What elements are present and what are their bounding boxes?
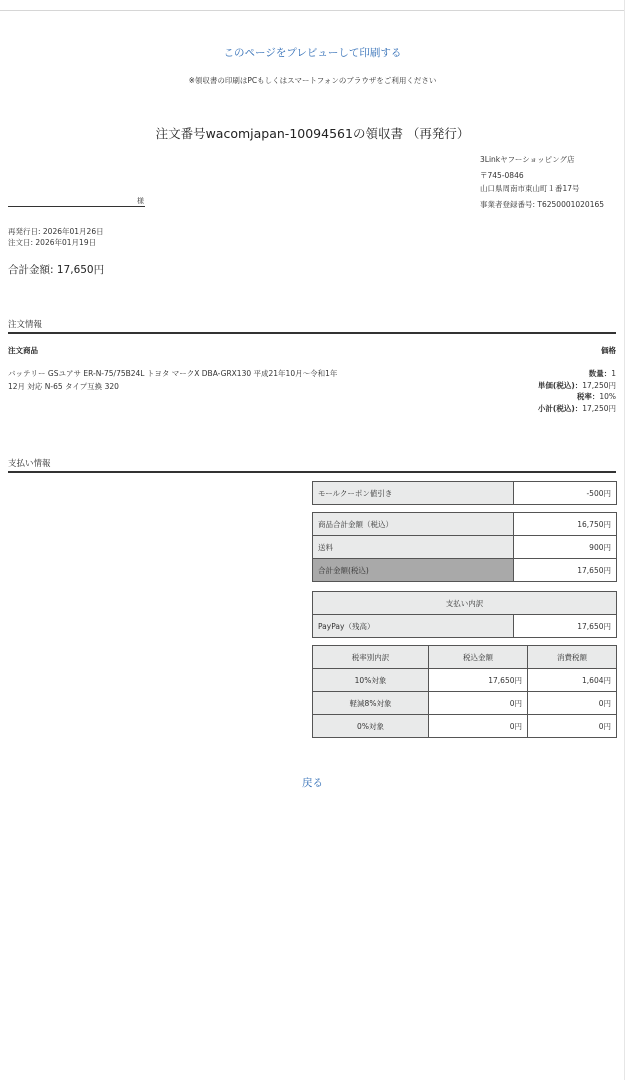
shop-address: 山口県周南市東山町１番17号 <box>480 184 580 193</box>
table-row <box>313 536 617 559</box>
quantity-label: 数量： <box>588 369 612 378</box>
table-row <box>313 715 617 738</box>
payment-breakdown-table <box>312 591 617 638</box>
quantity-row <box>538 368 616 380</box>
tax-row-tax: 0円 <box>528 692 617 715</box>
order-section-divider <box>8 332 616 334</box>
unit-price-row <box>538 380 616 392</box>
table-row <box>313 559 617 582</box>
addressee-line <box>8 206 145 207</box>
table-row <box>313 669 617 692</box>
tax-header-amount: 税込金額 <box>429 646 528 669</box>
reissue-date: 再発行日: 2026年01月26日 <box>8 227 104 236</box>
total-amount: 合計金額: 17,650円 <box>8 264 105 276</box>
unit-price-value: 17,250円 <box>582 380 616 390</box>
tax-rate-value: 10% <box>599 392 616 401</box>
table-row <box>313 482 617 505</box>
totals-table <box>312 512 617 582</box>
table-row <box>313 513 617 536</box>
shipping-label: 送料 <box>313 536 514 559</box>
shop-postal: 〒745-0846 <box>480 171 524 180</box>
paypay-value: 17,650円 <box>514 615 617 638</box>
tax-header-rate: 税率別内訳 <box>313 646 429 669</box>
tax-row-tax: 1,604円 <box>528 669 617 692</box>
price-details <box>538 368 616 414</box>
tax-row-label: 0%対象 <box>313 715 429 738</box>
shipping-value: 900円 <box>514 536 617 559</box>
product-column-header: 注文商品 <box>8 346 38 355</box>
tax-row-amount: 0円 <box>429 715 528 738</box>
page-title: 注文番号wacomjapan-10094561の領収書 （再発行） <box>155 126 470 141</box>
quantity-value: 1 <box>611 369 616 378</box>
subtotal-value: 17,250円 <box>582 403 616 413</box>
grand-total-value: 17,650円 <box>514 559 617 582</box>
product-name-line1: バッテリー GSユアサ ER-N-75/75B24L トヨタ マークX DBA-GRX130 平成21年10月〜令和1年 <box>8 369 338 378</box>
table-row <box>313 592 617 615</box>
tax-row-amount: 0円 <box>429 692 528 715</box>
coupon-table <box>312 481 617 505</box>
subtotal-label: 小計(税込)： <box>537 403 583 413</box>
grand-total-label: 合計金額(税込) <box>313 559 514 582</box>
paypay-label: PayPay（残高） <box>313 615 514 638</box>
product-name-line2: 12月 対応 N-65 タイプ互換 320 <box>8 381 119 391</box>
goods-total-value: 16,750円 <box>514 513 617 536</box>
tax-header-tax: 消費税額 <box>528 646 617 669</box>
order-date: 注文日: 2026年01月19日 <box>8 238 97 247</box>
payment-breakdown-header: 支払い内訳 <box>313 592 617 615</box>
tax-rate-row <box>538 391 616 403</box>
product-name <box>8 368 388 393</box>
tax-row-tax: 0円 <box>528 715 617 738</box>
shop-name: 3Linkヤフーショッピング店 <box>480 155 575 164</box>
print-note: ※領収書の印刷はPCもしくはスマートフォンのブラウザをご利用ください <box>188 76 437 85</box>
dates <box>8 226 104 248</box>
payment-section-heading: 支払い情報 <box>8 459 51 469</box>
tax-rate-label: 税率： <box>576 392 600 401</box>
back-link[interactable]: 戻る <box>302 777 323 789</box>
top-divider <box>0 10 625 11</box>
tax-row-amount: 17,650円 <box>429 669 528 692</box>
table-row <box>313 646 617 669</box>
addressee-suffix: 様 <box>137 197 144 205</box>
table-row <box>313 692 617 715</box>
coupon-value: -500円 <box>514 482 617 505</box>
coupon-label: モールクーポン値引き <box>313 482 514 505</box>
payment-section-divider <box>8 471 616 473</box>
tax-breakdown-table <box>312 645 617 738</box>
print-preview-link[interactable]: このページをプレビューして印刷する <box>223 47 402 59</box>
shop-registration: 事業者登録番号: T6250001020165 <box>480 200 605 209</box>
shop-info <box>480 153 604 211</box>
tax-row-label: 10%対象 <box>313 669 429 692</box>
price-column-header: 価格 <box>601 346 616 355</box>
table-row <box>313 615 617 638</box>
unit-price-label: 単価(税込)： <box>537 380 583 390</box>
subtotal-row <box>538 403 616 415</box>
tax-row-label: 軽減8%対象 <box>313 692 429 715</box>
order-section-heading: 注文情報 <box>8 320 43 330</box>
goods-total-label: 商品合計金額（税込） <box>313 513 514 536</box>
